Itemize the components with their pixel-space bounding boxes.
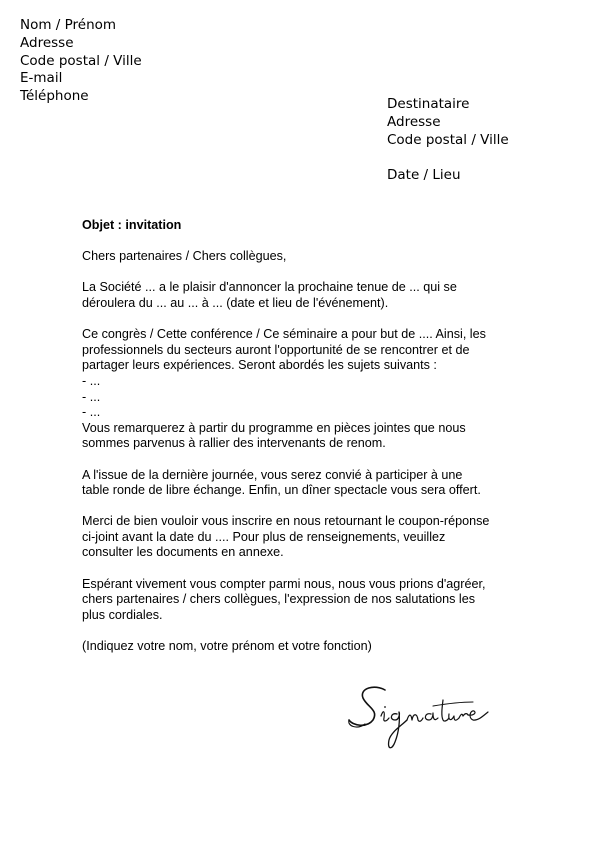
paragraph-line: Vous remarquerez à partir du programme en pièces jointes que nous <box>82 420 466 435</box>
recipient-block <box>387 96 509 149</box>
paragraph-announcement <box>82 280 512 311</box>
paragraph-line: déroulera du ... au ... à ... (date et lieu de l'événement). <box>82 295 389 310</box>
paragraph-line: La Société ... a le plaisir d'annoncer la prochaine tenue de ... qui se <box>82 280 457 295</box>
paragraph-final-day <box>82 468 512 499</box>
salutation: Chers partenaires / Chers collègues, <box>82 249 287 264</box>
paragraph-line: partager leurs expériences. Seront abordés les sujets suivants : <box>82 358 437 373</box>
handwritten-signature <box>345 680 495 760</box>
closing-note: (Indiquez votre nom, votre prénom et votre fonction) <box>82 639 372 654</box>
paragraph-purpose <box>82 327 512 452</box>
paragraph-line: Ce congrès / Cette conférence / Ce séminaire a pour but de .... Ainsi, les <box>82 327 486 342</box>
paragraph-line: table ronde de libre échange. Enfin, un dîner spectacle vous sera offert. <box>82 483 481 498</box>
sender-block <box>20 17 142 106</box>
date-place: Date / Lieu <box>387 167 461 183</box>
paragraph-closing <box>82 577 512 624</box>
sender-name: Nom / Prénom <box>20 17 117 33</box>
letter-body <box>82 218 512 655</box>
sender-postal-city: Code postal / Ville <box>20 52 142 69</box>
paragraph-line: Merci de bien vouloir vous inscrire en nous retournant le coupon-réponse <box>82 514 490 529</box>
recipient-postal-city: Code postal / Ville <box>387 131 509 148</box>
list-item: - ... <box>82 405 101 420</box>
list-item: - ... <box>82 389 101 404</box>
paragraph-registration <box>82 514 512 561</box>
list-item: - ... <box>82 373 101 388</box>
paragraph-line: plus cordiales. <box>82 607 163 622</box>
sender-phone: Téléphone <box>20 88 89 105</box>
recipient-name: Destinataire <box>387 96 470 112</box>
paragraph-line: sommes parvenus à rallier des intervenants de renom. <box>82 436 386 451</box>
sender-email: E-mail <box>20 70 63 87</box>
paragraph-line: ci-joint avant la date du .... Pour plus de renseignements, veuillez <box>82 529 446 544</box>
paragraph-line: A l'issue de la dernière journée, vous serez convié à participer à une <box>82 467 463 482</box>
paragraph-line: consulter les documents en annexe. <box>82 545 284 560</box>
subject-line: Objet : invitation <box>82 218 182 232</box>
sender-address: Adresse <box>20 34 74 51</box>
paragraph-line: Espérant vivement vous compter parmi nous, nous vous prions d'agréer, <box>82 576 486 591</box>
recipient-address: Adresse <box>387 113 441 130</box>
paragraph-line: chers partenaires / chers collègues, l'expression de nos salutations les <box>82 592 476 607</box>
paragraph-line: professionnels du secteurs auront l'opportunité de se rencontrer et de <box>82 342 470 357</box>
